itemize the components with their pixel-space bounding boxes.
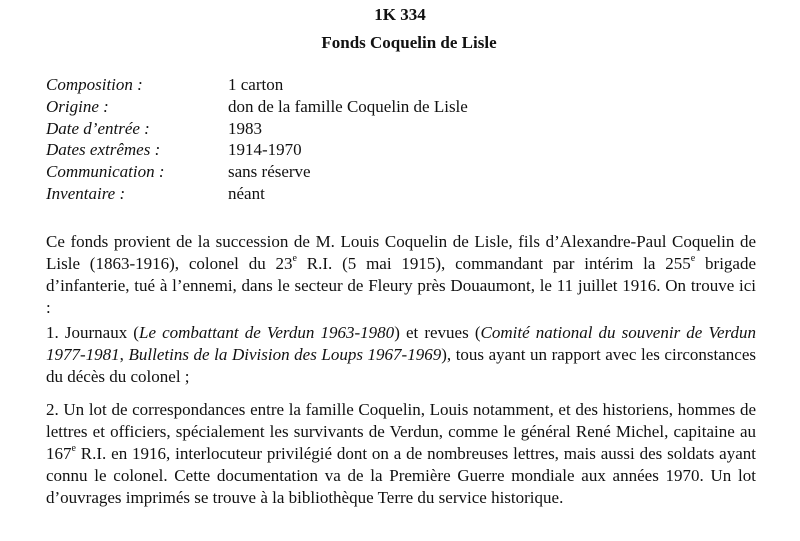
meta-value: 1914-1970 [228, 140, 302, 160]
intro-text-2: R.I. (5 mai 1915), commandant par intérim la 255 [296, 254, 691, 273]
meta-row-origine [46, 96, 746, 118]
item-1-italic-2: Comité national du souvenir de Verdun 1977-1981 [46, 323, 757, 364]
item-1-text-1: 1. Journaux ( [46, 323, 139, 342]
meta-label: Date d’entrée : [46, 118, 150, 138]
superscript: e [690, 253, 696, 265]
intro-paragraph [46, 231, 756, 319]
superscript: e [71, 443, 76, 455]
item-2-text-2: R.I. en 1916, interlocuteur privilégié dont on a de nombreuses lettres, mais aussi des soldats ayant connu le colonel. Cette documentation va de la Première Guerre mondiale aux années 1970. Un lot d’ouvrages imprimés se trouve à la bibliothèque Terre du service historique. [46, 444, 756, 507]
meta-value: sans réserve [228, 162, 311, 182]
metadata-table [46, 74, 746, 205]
superscript: e [292, 253, 297, 265]
document-title: Fonds Coquelin de Lisle [321, 33, 497, 52]
item-1-text-2: ) et revues ( [394, 323, 481, 342]
meta-label: Origine : [46, 96, 109, 116]
meta-value: 1 carton [228, 75, 284, 94]
meta-value: néant [228, 183, 265, 203]
meta-row-communication [46, 161, 746, 183]
item-1-text-4: ), tous ayant un rapport avec les circonstances du décès du colonel ; [46, 345, 756, 386]
meta-label: Dates extrêmes : [46, 140, 161, 160]
item-1-italic-1: Le combattant de Verdun 1963-1980 [138, 323, 395, 342]
item-1-paragraph [46, 322, 756, 388]
meta-label: Composition : [46, 75, 143, 94]
item-2-text-1: 2. Un lot de correspondances entre la famille Coquelin, Louis notamment, et des historiens, hommes de lettres et officiers, spécialement les survivants de Verdun, comme le général René Michel, capitaine au 167 [46, 400, 756, 463]
meta-label: Inventaire : [46, 183, 126, 203]
meta-row-inventaire [46, 183, 746, 205]
intro-text-3: brigade d’infanterie, tué à l’ennemi, dans le secteur de Fleury près Douaumont, le 11 juillet 1916. On trouve ici : [46, 254, 757, 317]
meta-row-composition [46, 74, 746, 96]
meta-label: Communication : [46, 162, 165, 182]
document-cote: 1K 334 [374, 5, 426, 24]
meta-value: 1983 [228, 118, 262, 138]
meta-row-date-entree [46, 118, 746, 140]
intro-text-1: Ce fonds provient de la succession de M. Louis Coquelin de Lisle, fils d’Alexandre-Paul Coquelin de Lisle (1863-1916), colonel du 23 [46, 232, 756, 273]
meta-value: don de la famille Coquelin de Lisle [228, 96, 468, 116]
item-1-italic-3: Bulletins de la Division des Loups 1967-1969 [128, 345, 442, 364]
item-2-paragraph [46, 399, 756, 509]
meta-row-dates-extremes [46, 139, 746, 161]
item-1-text-3: , [119, 345, 129, 364]
